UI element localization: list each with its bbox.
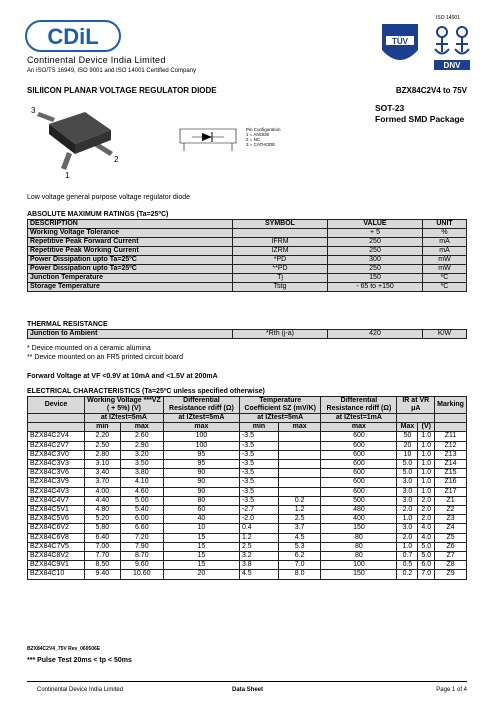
- svg-text:TÜV: TÜV: [392, 37, 408, 46]
- ec-row: [28, 450, 467, 459]
- ec-cell: 2.60: [120, 432, 163, 441]
- ec-cell: BZX84C4V3: [28, 487, 85, 496]
- ec-cell: Z16: [435, 478, 467, 487]
- ec-cell: 3.0: [397, 478, 418, 487]
- ec-cell: 20: [163, 570, 239, 579]
- revision-label: BZX84C2V4_75V Rev_060506E: [27, 646, 101, 652]
- ec-cell: BZX84C3V0: [28, 450, 85, 459]
- footer-doc-type: Data Sheet: [232, 687, 264, 693]
- ec-cell: 2.0: [418, 506, 435, 515]
- ec-cell: 90: [163, 469, 239, 478]
- ec-row: [28, 515, 467, 524]
- ec-cell: 6.0: [418, 561, 435, 570]
- ec-cell: [278, 450, 320, 459]
- abs-max-cell: Power Dissipation upto Ta=25ºC: [28, 265, 233, 274]
- package-type: Formed SMD Package: [375, 114, 465, 124]
- pin-config-2: 2 = NC: [246, 137, 261, 142]
- abs-max-cell: - 65 to +150: [328, 283, 423, 292]
- ec-row: [28, 506, 467, 515]
- ec-cell: 2.0: [418, 496, 435, 505]
- ec-cell: BZX84C2V7: [28, 441, 85, 450]
- pulse-test-note: *** Pulse Test 20ms < tp < 50ms: [27, 657, 132, 664]
- ec-cell: 8.0: [278, 570, 320, 579]
- abs-max-cell: mW: [423, 265, 467, 274]
- forward-voltage-note: Forward Voltage at VF <0.9V at 10mA and <1.5V at 200mA: [27, 373, 218, 380]
- ec-cell: 2.5: [278, 515, 320, 524]
- ec-cell: -3.5: [239, 432, 278, 441]
- ec-cell: 600: [321, 441, 397, 450]
- ec-cell: 480: [321, 506, 397, 515]
- ec-cell: BZX84C8V2: [28, 552, 85, 561]
- ec-row: [28, 552, 467, 561]
- ec-cell: BZX84C3V3: [28, 460, 85, 469]
- ec-cell: 80: [321, 552, 397, 561]
- ec-cell: BZX84C4V7: [28, 496, 85, 505]
- abs-max-cell: 250: [328, 238, 423, 247]
- ec-cell: BZX84C3V6: [28, 469, 85, 478]
- ec-cell: 150: [321, 570, 397, 579]
- ec-cell: 4.5: [278, 533, 320, 542]
- ec-cell: Z2: [435, 506, 467, 515]
- abs-max-cell: IZRM: [233, 247, 328, 256]
- ec-cell: 5.80: [85, 524, 121, 533]
- diode-symbol-diagram: [172, 111, 322, 161]
- iso-label: ISO 14001: [436, 15, 460, 21]
- ec-cell: 15: [163, 552, 239, 561]
- ec-cell: BZX84C6V2: [28, 524, 85, 533]
- ec-cell: Z17: [435, 487, 467, 496]
- ec-cell: 1.0: [418, 469, 435, 478]
- ec-cell: 3.0: [397, 487, 418, 496]
- ec-cell: BZX84C3V9: [28, 478, 85, 487]
- ec-row: [28, 460, 467, 469]
- certification-badges: [374, 14, 478, 74]
- ec-cell: BZX84C5V6: [28, 515, 85, 524]
- ec-cell: 1.0: [397, 515, 418, 524]
- pin-config-3: 3 = CATHODE: [246, 142, 276, 147]
- ec-cell: 600: [321, 487, 397, 496]
- ec-cell: -3.5: [239, 460, 278, 469]
- abs-max-cell: Tj: [233, 274, 328, 283]
- ec-cell: -2.7: [239, 506, 278, 515]
- ec-cell: 6.60: [120, 524, 163, 533]
- ec-cell: 2.80: [85, 450, 121, 459]
- ec-row: [28, 441, 467, 450]
- abs-max-row: [28, 283, 467, 292]
- ec-cell: 100: [163, 441, 239, 450]
- ec-cell: 1.2: [239, 533, 278, 542]
- electrical-characteristics-table: Device Working Voltage ***VZ ( + 5%) (V) Differential Resistance rdiff (Ω) Temperature Coefficient SZ (mV/K) Differential Resistance rdiff (Ω) IR at VR μA Marking at IZtest=5mA at IZtest=5mA at IZtest=5mA at IZtest=1mA min max max min max max Max (V) BZX84C2V4 2.20 2.60 100 -3.5 600 50 1.0 Z11 BZX84C2V7 2.50 2.90 100 -3.5 600 20 1.0 Z12 BZX84C3V0 2.80 3.20 95 -3.5 600 10 1.0 Z13 BZX84C3V3 3.10 3.50 95 -3.5 600 5.0 1.0 Z14 BZX84C3V6 3.40 3.80 90 -3.5 600 5.0 1.0 Z15 BZX84C3V9 3.70 4.10 90 -3.5 600 3.0 1.0 Z16 BZX84C4V3 4.00 4.60 90 -3.5 600 3.0 1.0 Z17 BZX84C4V7 4.40 5.00 80 -3.5 0.2 500 3.0 2.0 Z1 BZX84C5V1 4.80 5.40 60 -2.7 1.2 480 2.0 2.0 Z2 BZX84C5V6 5.20 6.00 40 -2.0 2.5 400 1.0 2.0 Z3 BZX84C6V2 5.80 6.60 10 0.4 3.7 150 3.0 4.0 Z4 BZX84C6V8 6.40 7.20 15 1.2 4.5 80 2.0 4.0 Z5 BZX84C7V5 7.00 7.90 15 2.5 5.3 80 1.0 5.0 Z6 BZX84C8V2 7.70 8.70 15 3.2 6.2 80 0.7 5.0 Z7 BZX84C9V1 8.50 9.60 15 3.8 7.0 100 0.5 6.0 Z8 BZX84C10 9.40 10.60 20 4.5 8.0 150 0.2 7.0 Z9: [27, 396, 467, 580]
- ec-cell: -3.5: [239, 469, 278, 478]
- ec-cell: -3.5: [239, 496, 278, 505]
- ec-cell: 150: [321, 524, 397, 533]
- abs-max-row: [28, 229, 467, 238]
- ec-cell: -3.5: [239, 441, 278, 450]
- ec-cell: 0.4: [239, 524, 278, 533]
- ec-cell: Z4: [435, 524, 467, 533]
- abs-max-row: [28, 256, 467, 265]
- ec-cell: [278, 432, 320, 441]
- pin-3-label: 3: [31, 106, 36, 115]
- ec-row: [28, 533, 467, 542]
- ec-cell: BZX84C10: [28, 570, 85, 579]
- ec-cell: -3.5: [239, 487, 278, 496]
- ec-cell: 4.00: [85, 487, 121, 496]
- ec-cell: 80: [163, 496, 239, 505]
- ec-cell: 0.2: [397, 570, 418, 579]
- ec-row: [28, 432, 467, 441]
- ec-cell: Z14: [435, 460, 467, 469]
- abs-max-table: DESCRIPTION SYMBOL VALUE UNIT Working Voltage Tolerance + 5 % Repetitive Peak Forward Current IFRM 250 mA Repetitive Peak Working Current IZRM 250 mA Power Dissipation upto Ta=25ºC *PD 300 mW Power Dissipation upto Ta=25ºC **PD 250 mW Junction Temperature Tj 150 ºC Storage Temperature Tstg - 65 to +150 ºC: [27, 219, 467, 292]
- ec-cell: 7.20: [120, 533, 163, 542]
- ec-cell: 95: [163, 450, 239, 459]
- company-logo: [25, 20, 121, 52]
- title-row: [27, 86, 467, 96]
- ec-cell: 10.60: [120, 570, 163, 579]
- ec-cell: Z15: [435, 469, 467, 478]
- ec-row: [28, 478, 467, 487]
- ec-cell: 4.40: [85, 496, 121, 505]
- ec-cell: 2.50: [85, 441, 121, 450]
- ec-cell: 10: [397, 450, 418, 459]
- ec-cell: BZX84C9V1: [28, 561, 85, 570]
- ec-cell: 3.0: [397, 496, 418, 505]
- abs-max-cell: mA: [423, 238, 467, 247]
- ec-cell: 3.2: [239, 552, 278, 561]
- ec-cell: 7.90: [120, 542, 163, 551]
- company-cert-line: An ISO/TS 16949, ISO 9001 and ISO 14001 Certified Company: [27, 68, 197, 74]
- ec-cell: 15: [163, 533, 239, 542]
- ec-cell: 4.0: [418, 533, 435, 542]
- ec-cell: 0.2: [278, 496, 320, 505]
- ec-cell: 5.00: [120, 496, 163, 505]
- ec-cell: 100: [321, 561, 397, 570]
- ec-row: [28, 496, 467, 505]
- ec-cell: -3.5: [239, 450, 278, 459]
- device-description: Low voltage general purpose voltage regulator diode: [27, 194, 191, 201]
- ec-cell: 3.7: [278, 524, 320, 533]
- ec-cell: 6.40: [85, 533, 121, 542]
- ec-cell: [278, 487, 320, 496]
- ec-cell: 1.0: [418, 441, 435, 450]
- abs-max-row: [28, 265, 467, 274]
- ec-title: ELECTRICAL CHARACTERISTICS (Ta=25ºC unless specified otherwise): [27, 388, 265, 395]
- ec-cell: 7.70: [85, 552, 121, 561]
- note-1: * Device mounted on a ceramic alumina: [27, 345, 151, 352]
- pin-config-1: 1 = ANODE: [246, 132, 270, 137]
- ec-cell: 2.90: [120, 441, 163, 450]
- ec-cell: 3.8: [239, 561, 278, 570]
- abs-max-cell: Repetitive Peak Working Current: [28, 247, 233, 256]
- ec-cell: 600: [321, 478, 397, 487]
- ec-cell: -3.5: [239, 478, 278, 487]
- ec-cell: 8.70: [120, 552, 163, 561]
- svg-text:DNV: DNV: [443, 61, 461, 70]
- ec-cell: 3.0: [397, 524, 418, 533]
- ec-cell: 1.0: [418, 460, 435, 469]
- ec-cell: 1.0: [418, 478, 435, 487]
- abs-max-cell: Junction Temperature: [28, 274, 233, 283]
- ec-cell: 6.2: [278, 552, 320, 561]
- ec-cell: Z12: [435, 441, 467, 450]
- ec-cell: 1.0: [418, 487, 435, 496]
- ec-cell: 1.0: [418, 432, 435, 441]
- page-footer: [27, 681, 467, 693]
- abs-max-cell: Repetitive Peak Forward Current: [28, 238, 233, 247]
- ec-cell: 4.60: [120, 487, 163, 496]
- ec-cell: 90: [163, 478, 239, 487]
- ec-cell: 2.0: [418, 515, 435, 524]
- ec-cell: 5.0: [418, 542, 435, 551]
- ec-cell: 5.0: [397, 469, 418, 478]
- ec-cell: 60: [163, 506, 239, 515]
- ec-cell: Z7: [435, 552, 467, 561]
- ec-cell: 400: [321, 515, 397, 524]
- dnv-badge-icon: [430, 22, 474, 72]
- ec-cell: [278, 441, 320, 450]
- ec-cell: 3.20: [120, 450, 163, 459]
- ec-cell: Z9: [435, 570, 467, 579]
- abs-max-cell: ºC: [423, 274, 467, 283]
- ec-cell: 1.2: [278, 506, 320, 515]
- footer-page-number: Page 1 of 4: [436, 687, 467, 693]
- logo-text: CDiL: [47, 24, 99, 49]
- abs-max-cell: mW: [423, 256, 467, 265]
- ec-cell: BZX84C6V8: [28, 533, 85, 542]
- ec-cell: 500: [321, 496, 397, 505]
- ec-cell: 1.0: [397, 542, 418, 551]
- ec-cell: 600: [321, 460, 397, 469]
- abs-max-cell: Tstg: [233, 283, 328, 292]
- abs-max-cell: Working Voltage Tolerance: [28, 229, 233, 238]
- abs-max-cell: 150: [328, 274, 423, 283]
- note-2: ** Device mounted on an FR5 printed circuit board: [27, 354, 184, 361]
- footer-company: Continental Device India Limited: [37, 687, 124, 693]
- ec-cell: 80: [321, 542, 397, 551]
- thermal-table: Junction to Ambient *Rth (j-a) 420 K/W: [27, 329, 467, 339]
- abs-max-title: ABSOLUTE MAXIMUM RATINGS (Ta=25ºC): [27, 211, 169, 218]
- abs-max-cell: 250: [328, 247, 423, 256]
- ec-cell: Z5: [435, 533, 467, 542]
- ec-cell: 4.0: [418, 524, 435, 533]
- ec-cell: 9.40: [85, 570, 121, 579]
- ec-cell: 3.10: [85, 460, 121, 469]
- abs-max-cell: IFRM: [233, 238, 328, 247]
- ec-cell: Z8: [435, 561, 467, 570]
- ec-row: [28, 469, 467, 478]
- ec-cell: 5.40: [120, 506, 163, 515]
- pin-2-label: 2: [114, 155, 119, 164]
- ec-cell: 0.5: [397, 561, 418, 570]
- ec-cell: [278, 469, 320, 478]
- ec-cell: BZX84C2V4: [28, 432, 85, 441]
- abs-max-cell: ºC: [423, 283, 467, 292]
- abs-max-cell: + 5: [328, 229, 423, 238]
- ec-cell: Z1: [435, 496, 467, 505]
- ec-cell: 5.0: [418, 552, 435, 561]
- ec-cell: 90: [163, 487, 239, 496]
- abs-max-cell: Storage Temperature: [28, 283, 233, 292]
- ec-cell: 100: [163, 432, 239, 441]
- ec-cell: 5.3: [278, 542, 320, 551]
- ec-cell: 3.50: [120, 460, 163, 469]
- ec-cell: Z6: [435, 542, 467, 551]
- ec-cell: 95: [163, 460, 239, 469]
- ec-cell: 2.20: [85, 432, 121, 441]
- ec-cell: 3.70: [85, 478, 121, 487]
- ec-cell: 600: [321, 432, 397, 441]
- ec-cell: 15: [163, 542, 239, 551]
- abs-max-cell: *PD: [233, 256, 328, 265]
- package-info: [375, 103, 464, 125]
- ec-cell: 7.00: [85, 542, 121, 551]
- thermal-title: THERMAL RESISTANCE: [27, 321, 108, 328]
- ec-cell: Z3: [435, 515, 467, 524]
- ec-cell: BZX84C7V5: [28, 542, 85, 551]
- abs-max-row: [28, 247, 467, 256]
- abs-max-cell: mA: [423, 247, 467, 256]
- ec-cell: 0.7: [397, 552, 418, 561]
- ec-cell: 8.50: [85, 561, 121, 570]
- abs-max-row: [28, 274, 467, 283]
- ec-cell: 5.0: [397, 460, 418, 469]
- part-range-title: BZX84C2V4 to 75V: [395, 86, 467, 95]
- ec-cell: 4.5: [239, 570, 278, 579]
- ec-cell: 3.80: [120, 469, 163, 478]
- ec-cell: 20: [397, 441, 418, 450]
- product-family-title: SILIICON PLANAR VOLTAGE REGULATOR DIODE: [27, 86, 217, 95]
- ec-cell: 5.20: [85, 515, 121, 524]
- ec-cell: BZX84C5V1: [28, 506, 85, 515]
- ec-row: [28, 524, 467, 533]
- ec-cell: Z13: [435, 450, 467, 459]
- ec-cell: 3.40: [85, 469, 121, 478]
- ec-row: [28, 561, 467, 570]
- ec-cell: [278, 478, 320, 487]
- abs-max-cell: %: [423, 229, 467, 238]
- ec-cell: 7.0: [278, 561, 320, 570]
- ec-cell: 2.0: [397, 533, 418, 542]
- ec-cell: 6.00: [120, 515, 163, 524]
- tuv-badge-icon: [378, 20, 422, 70]
- ec-cell: 600: [321, 450, 397, 459]
- ec-row: [28, 570, 467, 579]
- ec-cell: 4.80: [85, 506, 121, 515]
- pin-config-title: Pin Configuration: [246, 127, 281, 132]
- abs-max-cell: **PD: [233, 265, 328, 274]
- ec-cell: 2.5: [239, 542, 278, 551]
- pin-1-label: 1: [65, 171, 70, 180]
- ec-row: [28, 487, 467, 496]
- sot23-package-image: [27, 100, 137, 180]
- abs-max-cell: [233, 229, 328, 238]
- ec-cell: 4.10: [120, 478, 163, 487]
- package-name: SOT-23: [375, 103, 405, 113]
- ec-cell: Z11: [435, 432, 467, 441]
- ec-cell: -2.0: [239, 515, 278, 524]
- ec-cell: [278, 460, 320, 469]
- company-name: Continental Device India Limited: [27, 55, 166, 65]
- ec-cell: 80: [321, 533, 397, 542]
- abs-max-cell: 250: [328, 265, 423, 274]
- ec-cell: 2.0: [397, 506, 418, 515]
- abs-max-cell: Power Dissipation upto Ta=25ºC: [28, 256, 233, 265]
- ec-cell: 10: [163, 524, 239, 533]
- ec-cell: 7.0: [418, 570, 435, 579]
- ec-row: [28, 542, 467, 551]
- ec-cell: 50: [397, 432, 418, 441]
- abs-max-cell: 300: [328, 256, 423, 265]
- ec-cell: 40: [163, 515, 239, 524]
- abs-max-row: [28, 238, 467, 247]
- ec-cell: 600: [321, 469, 397, 478]
- ec-cell: 1.0: [418, 450, 435, 459]
- ec-cell: 15: [163, 561, 239, 570]
- ec-cell: 9.60: [120, 561, 163, 570]
